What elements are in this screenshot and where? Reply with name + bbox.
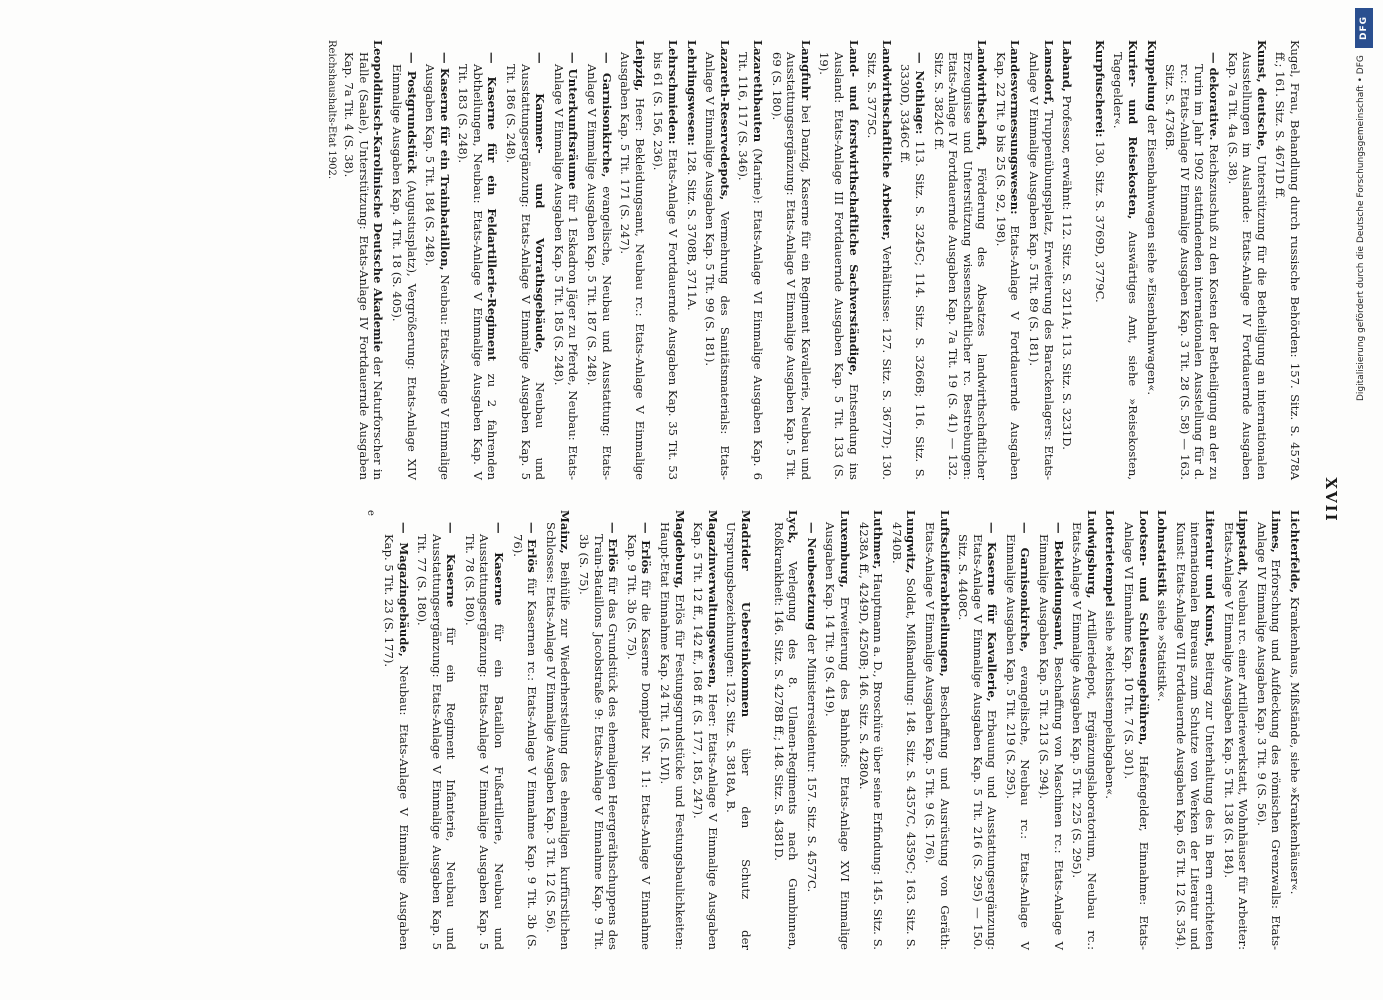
funding-credit: Digitalisierung gefördert durch die Deutsche Forschungsgemeinschaft • DFG — [1356, 55, 1366, 401]
entry-text: Verlegung des 8. Ulanen-Regiments nach Gumbinnen, Roßkrankheit: 146. Sitz. S. 4278B ff.; 148. Sitz. S. 4381D. — [771, 522, 801, 951]
right-column — [363, 510, 1302, 950]
entry-heading: — dekorative. — [1207, 52, 1222, 141]
entry-heading: Limes, — [1269, 510, 1284, 553]
entry-text: für 1 Eskadron Jäger zu Pferde, Neubau: Etats-Anlage V Einmalige Ausgaben Kap. 5 Tit. 185 (S. 248). — [551, 64, 581, 480]
entry-text: Beitrag zur Unterhaltung des in Bern errichteten internationalen Bureaus zum Schutze von Werken der Literatur und Kunst: Etats-Anlage VII Fortdauernde Ausgaben Kap. 65 Tit. 12 (S. 354). — [1173, 522, 1218, 951]
entry-text: Förderung des Absatzes landwirthschaftlicher Erzeugnisse und Unterstützung wissenschaftlicher rc. Bestrebungen: Etats-Anlage IV Fortdauernde Ausgaben Kap. 7a Tit. 19 (S. 41) — 132. Sitz. S. 3824C ff. — [931, 52, 990, 480]
entry-heading: Lehrlingswesen: — [684, 40, 699, 146]
entry-text: (Marine): Etats-Anlage VI Einmalige Ausgaben Kap. 6 Tit. 116, 117 (S. 346). — [736, 52, 765, 481]
entry-heading: Magdeburg, — [672, 510, 687, 589]
entry-text: über den Schutz der Ursprungsbezeichnungen: 132. Sitz. S. 3818A, B. — [724, 522, 753, 950]
entry-text: Kugel, Frau, Behandlung durch russische Behörden: 157. Sitz. S. 4578A ff.; 161. Sitz. S. 4671D ff. — [1273, 40, 1302, 480]
entry-text: Truppenübungsplatz, Erweiterung des Barackenlagers: Etats-Anlage V Einmalige Ausgaben Kap. 5 Tit. 89 (S. 181). — [1027, 52, 1056, 481]
index-entry — [691, 510, 720, 950]
entry-text: der Naturforscher in Halle (Saale), Unterstützung: Etats-Anlage IV Fortdauernde Ausgaben Kap. 7a Tit. 4 (S. 38). — [342, 52, 386, 480]
entry-text: Krankenhaus, Mißstände, siehe »Krankenhäuser«. — [1288, 596, 1302, 895]
entry-text: Reichszuschuß zu den Kosten der Betheiligung an der zu Turin im Jahr 1902 stattfindenden internationalen Ausstellung für d. rc.: Etats-Anlage IV Einmalige Ausgaben Kap. 3 Tit. 28 (S. 58) — 163. Sitz. S. 4736B. — [1163, 64, 1222, 481]
index-entry — [724, 510, 753, 950]
entry-heading: Kuppelung — [1144, 40, 1159, 112]
index-entry — [1225, 40, 1269, 480]
entry-text: Soldat, Mißhandlung: 148. Sitz. S. 4357C, 4359C; 163. Sitz. S. 4740B. — [889, 522, 919, 950]
page-number: XVII — [1322, 477, 1340, 523]
entry-heading: — Erlös — [606, 522, 621, 573]
entry-text: Beschaffung von Maschinen rc.: Etats-Anlage V Einmalige Ausgaben Kap. 5 Tit. 213 (S. 294). — [1037, 534, 1066, 951]
entry-heading: — Kaserne — [444, 522, 459, 608]
index-entry — [543, 510, 572, 950]
index-entry — [771, 510, 800, 950]
entry-text: Neubau: Etats-Anlage V Einmalige Ausgaben Kap. 5 Tit. 23 (S. 177). — [381, 534, 411, 951]
entry-text: (Augustusplatz), Vergrößerung: Etats-Anlage XIV Einmalige Ausgaben Kap. 4 Tit. 18 (S. 405). — [389, 64, 419, 480]
entry-text: der Eisenbahnwagen siehe »Eisenbahnwagen«. — [1144, 114, 1159, 396]
entry-heading: — Nothlage: — [912, 52, 927, 135]
index-entry — [389, 40, 418, 480]
entry-heading: Lotterietempel — [1103, 510, 1118, 607]
entry-heading: Landwirthschaftliche Arbeiter, — [879, 40, 894, 241]
entry-text: Erweiterung des Bahnhofs: Etats-Anlage XVI Einmalige Ausgaben Kap. 14 Tit. 9 (S. 419). — [823, 522, 852, 950]
entry-heading: Madrider Uebereinkommen — [739, 510, 753, 718]
entry-text: Etats-Anlage V Fortdauernde Ausgaben Kap. 22 Tit. 9 bis 25 (S. 92, 198). — [993, 52, 1023, 480]
entry-text: Verhältnisse: 127. Sitz. S. 3677D; 130. Sitz. S. 3775C. — [865, 52, 894, 480]
entry-text: siehe »Reichsstempelabgaben«. — [1103, 610, 1118, 799]
entry-heading: Luthmer, — [871, 510, 886, 570]
index-entry — [1287, 510, 1302, 950]
index-entry — [1103, 510, 1118, 950]
index-entry — [1163, 40, 1221, 480]
entry-text: Heer: Bekleidungsamt, Neubau rc.: Etats-Anlage V Einmalige Ausgaben Kap. 5 Tit. 171 (S. 247). — [618, 52, 647, 481]
entry-heading: — Magazingebäude, — [396, 522, 411, 657]
entry-text: bei Danzig, Kaserne für ein Regiment Kavallerie, Neubau und Ausstattungsergänzung: Etats-Anlage V Einmalige Ausgaben Kap. 5 Tit. 69 (S. 180). — [769, 52, 813, 480]
index-entry — [618, 40, 647, 480]
index-entry — [342, 40, 386, 480]
index-entry — [823, 510, 852, 950]
entry-heading: Luxemburg, — [837, 510, 852, 588]
entry-heading: Leipzig, — [632, 40, 647, 92]
index-entry — [1155, 510, 1170, 950]
index-entry — [504, 40, 548, 480]
entry-heading: — Garnisonkirche, — [599, 52, 614, 178]
entry-heading: — Kammer- und Vorrathsgebäude, — [533, 52, 548, 353]
entry-heading: Land- und forstwirthschaftliche Sachverständige, — [846, 40, 861, 376]
index-entry — [1254, 510, 1283, 950]
index-entry — [736, 40, 765, 480]
index-entry — [423, 40, 452, 480]
entry-heading: Kurpfuscherei: — [1092, 40, 1107, 138]
index-entry — [856, 510, 885, 950]
index-entry — [804, 510, 819, 950]
index-entry — [651, 40, 680, 480]
index-entry — [1273, 40, 1302, 480]
entry-heading: Lehrschmieden: — [666, 40, 681, 145]
entry-heading: Luftschifferabtheilungen, — [937, 510, 952, 677]
entry-heading: — Postgrundstück — [404, 52, 419, 174]
index-entry — [898, 40, 927, 480]
entry-heading: — Bekleidungsamt, — [1051, 522, 1066, 651]
entry-text: Professor, erwähnt: 112. Sitz. S. 3211A; 113. Sitz. S. 3231D. — [1060, 95, 1075, 450]
entry-heading: Magazinverwaltungswesen, — [705, 510, 720, 689]
left-column — [323, 40, 1302, 480]
index-entry — [1070, 510, 1099, 950]
entry-heading: — Erlös — [525, 522, 540, 573]
index-entry — [703, 40, 732, 480]
entry-text: Artilleriedepot, Ergänzungslaboratorium, Neubau rc.: Etats-Anlage V Einmalige Ausgaben Kap. 5 Tit. 225 (S. 295). — [1070, 522, 1099, 950]
index-entry — [576, 510, 620, 950]
index-entry — [1173, 510, 1217, 950]
entry-text: evangelische, Neubau rc.: Etats-Anlage V Einmalige Ausgaben Kap. 5 Tit. 219 (S. 295). — [1003, 534, 1033, 951]
entry-heading: Landwirthschaft, — [975, 40, 990, 151]
entry-heading: Lohnstatistik — [1155, 510, 1170, 597]
index-entry — [993, 40, 1022, 480]
index-entry — [865, 40, 894, 480]
entry-heading: — Kaserne für Kavallerie, — [985, 522, 1000, 702]
section-gap — [1074, 40, 1088, 480]
index-entry — [657, 510, 686, 950]
entry-heading: Lungwitz, — [904, 510, 919, 574]
index-entry — [1060, 40, 1075, 480]
index-entry — [931, 40, 989, 480]
entry-heading: Ludwigsburg, — [1084, 510, 1099, 599]
entry-heading: Kurier- und Reisekosten, — [1126, 40, 1141, 220]
entry-text: Hauptmann a. D., Broschüre über seine Erfindung: 145. Sitz. S. 4238A ff., 4249D, 4250B; 146. Sitz. S. 4280A. — [856, 522, 886, 950]
entry-heading: Leopoldinisch-Karolinische Deutsche Akademie — [371, 40, 386, 353]
entry-text: Etats-Anlage V Fortdauernde Ausgaben Kap. 35 Tit. 53 bis 61 (S. 156, 236). — [651, 52, 681, 480]
entry-heading: Lyck, — [786, 510, 801, 544]
index-entry — [381, 510, 410, 950]
dfg-logo: DFG — [1355, 8, 1373, 48]
entry-text: Hafengelder, Einnahme: Etats-Anlage VI Einnahme Kap. 10 Tit. 7 (S. 301). — [1122, 522, 1151, 951]
index-entry — [1144, 40, 1159, 480]
index-entry — [817, 40, 861, 480]
entry-text: für ein Regiment Infanterie, Neubau und Ausstattungsergänzung: Etats-Anlage V Einmalige Ausgaben Kap. 5 Tit. 77 (S. 180). — [415, 534, 459, 950]
entry-heading: — Kaserne für ein Feldartillerie-Regiment — [485, 52, 500, 362]
entry-text: Beihülfe zur Wiederherstellung des ehemaligen kurfürstlichen Schlosses: Etats-Anlage IV Einmalige Ausgaben Kap. 3 Tit. 12 (S. 56). — [543, 522, 573, 950]
entry-text: Neubau rc. einer Artilleriewerkstatt, Wohnhäuser für Arbeiter: Etats-Anlage V Einmalige Ausgaben Kap. 5 Tit. 138 (S. 184). — [1221, 522, 1251, 951]
entry-text: für ein Bataillon Fußartillerie, Neubau und Ausstattungsergänzung: Etats-Anlage V Einmalige Ausgaben Kap. 5 Tit. 78 (S. 180). — [462, 534, 507, 950]
rotated-document — [40, 40, 1340, 960]
entry-text: Unterstützung für die Betheiligung an internationalen Ausstellungen im Auslande: Etats-Anlage IV Fortdauernde Ausgaben Kap. 7a Tit. 4a (S. 38). — [1225, 52, 1269, 480]
entry-text: 128. Sitz. S. 3708B, 3711A. — [684, 149, 699, 311]
index-entry — [1111, 40, 1140, 480]
entry-heading: Mainz, — [558, 510, 573, 554]
entry-text: siehe »Statistik«. — [1155, 599, 1170, 702]
entry-heading: — Neubesetzung — [804, 522, 819, 631]
index-entry — [1221, 510, 1250, 950]
entry-heading: — Kaserne — [492, 522, 507, 606]
entry-text: Erlös für Festungsgrundstücke und Festungsbaulichkeiten: Haupt-Etat Einnahme Kap. 24 Tit. 1 (S. LVI). — [658, 522, 687, 950]
entry-heading: Lazarethbauten — [751, 40, 765, 143]
index-entry — [684, 40, 699, 480]
index-entry — [769, 40, 813, 480]
index-entry — [956, 510, 1000, 950]
entry-heading: — Kaserne für ein Trainbataillon, — [437, 52, 452, 271]
entry-heading: Literatur und Kunst, — [1203, 510, 1218, 648]
index-entry — [1121, 510, 1150, 950]
entry-text: für Kasernen rc.: Etats-Anlage V Einnahme Kap. 9 Tit. 3b (S. 76). — [510, 534, 540, 950]
index-entry — [624, 510, 653, 950]
index-entry — [415, 510, 459, 950]
entry-heading: Landesvermessungswesen: — [1008, 40, 1023, 215]
index-entry — [1037, 510, 1066, 950]
entry-heading: — Erlös — [639, 522, 654, 574]
entry-text: für die Kaserne Domplatz Nr. 11: Etats-Anlage V Einnahme Kap. 9 Tit. 3b (S. 75). — [624, 534, 654, 950]
entry-text: 130. Sitz. S. 3769D, 3779C. — [1092, 141, 1107, 303]
index-entry — [510, 510, 539, 950]
section-gap — [753, 510, 767, 950]
index-entry — [456, 40, 500, 480]
entry-heading: Kunst, deutsche, — [1254, 40, 1269, 151]
entry-heading: Laband, — [1060, 40, 1075, 92]
entry-text: Erbauung und Ausstattungsergänzung: Etats-Anlage V Einmalige Ausgaben Kap. 5 Tit. 216 (S. 295) — 150. Sitz. S. 4408C. — [956, 534, 1000, 950]
entry-text: Auswärtiges Amt, siehe »Reisekosten, Tagegelder«. — [1111, 52, 1141, 480]
index-entry — [922, 510, 951, 950]
entry-text: Vermehrung des Sanitätsmaterials: Etats-Anlage V Einmalige Ausgaben Kap. 5 Tit. 99 (S. 181). — [703, 52, 732, 481]
column-footer: e — [365, 510, 377, 516]
entry-text: der Ministerresidentur: 157. Sitz. S. 4577C. — [804, 634, 819, 893]
entry-text: Beschaffung und Ausrüstung von Geräth: Etats-Anlage V Einmalige Ausgaben Kap. 5 Tit. 9 (S. 176). — [922, 522, 952, 950]
index-entry — [1003, 510, 1032, 950]
index-entry — [462, 510, 506, 950]
entry-text: 113. Sitz. S. 3245C; 114. Sitz. S. 3266B; 116. Sitz. S. 3330D, 3346C ff. — [898, 64, 927, 480]
entry-heading: Langfuhr — [798, 40, 813, 101]
entry-text: Entsendung ins Ausland: Etats-Anlage III Fortdauernde Ausgaben Kap. 5 Tit. 133 (S. 19). — [817, 52, 861, 480]
index-entry — [1092, 40, 1107, 480]
entry-heading: Lippstadt, — [1236, 510, 1251, 576]
column-footer: Reichshaushalts-Etat 1902. — [325, 40, 337, 180]
entry-heading: Lichterfelde, — [1288, 510, 1302, 594]
entry-heading: Lamsdorf, — [1041, 40, 1056, 106]
index-entry — [584, 40, 613, 480]
entry-text: Neubau und Ausstattungsergänzung: Etats-Anlage V Einmalige Ausgaben Kap. 5 Tit. 186 (S. 248). — [504, 64, 548, 481]
entry-heading: — Garnisonkirche, — [1018, 522, 1033, 653]
entry-text: zu 2 fahrenden Abtheilungen, Neubau: Etats-Anlage V Einmalige Ausgaben Kap. V Tit. 183 (S. 248). — [456, 64, 500, 480]
index-entry — [889, 510, 918, 950]
entry-text: für das Grundstück des ehemaligen Heergeräthschuppens des Train-Bataillons Jacobstraße 9: Etats-Anlage V Einnahme Kap. 9 Tit. 3b (S. 75). — [577, 534, 621, 950]
entry-text: evangelische, Neubau und Ausstattung: Etats-Anlage V Einmalige Ausgaben Kap. 5 Tit. 187 (S. 248). — [585, 64, 614, 481]
entry-text: Neubau: Etats-Anlage V Einmalige Ausgaben Kap. 5 Tit. 184 (S. 248). — [423, 64, 452, 481]
entry-text: Erforschung und Aufdeckung des römischen Grenzwalls: Etats-Anlage IV Einmalige Ausgaben Kap. 3 Tit. 9 (S. 56). — [1254, 522, 1284, 950]
entry-heading: Lazareth-Reservedepots, — [717, 40, 732, 201]
entry-text: Heer: Etats-Anlage V Einmalige Ausgaben Kap. 5 Tit. 12 ff., 142 ff., 168 ff. (S. 177, 185, 247). — [691, 522, 720, 950]
entry-heading: Lootsen- und Schleusengebühren, — [1136, 510, 1151, 746]
index-entry — [1027, 40, 1056, 480]
index-entry — [551, 40, 580, 480]
entry-heading: — Unterkunftsräume — [566, 52, 581, 190]
